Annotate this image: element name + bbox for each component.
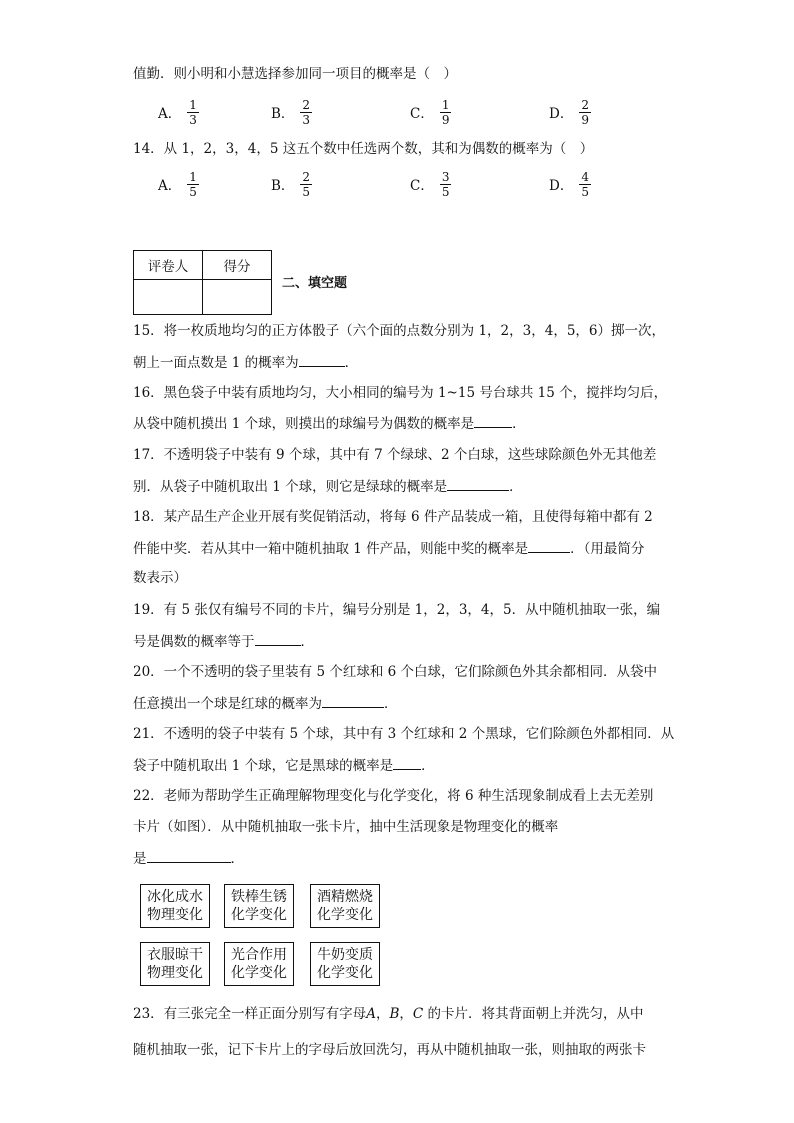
section-title: 二、填空题	[282, 276, 348, 291]
q22-line1: 22．老师为帮助学生正确理解物理变化与化学变化，将 6 种生活现象制成看上去无差别	[133, 788, 654, 804]
card-3: 酒精燃烧 化学变化	[310, 884, 380, 928]
q22-line2: 卡片（如图）．从中随机抽取一张卡片，抽中生活现象是物理变化的概率	[133, 819, 559, 835]
card-6: 牛奶变质 化学变化	[310, 942, 380, 986]
grader-table	[133, 250, 272, 315]
q23-line1: 23．有三张完全一样正面分别写有字母A，B，C 的卡片．将其背面朝上并洗匀，从中	[133, 1006, 644, 1022]
q20-answer-blank[interactable]	[322, 693, 384, 708]
q18-line2: 件能中奖．若从其中一箱中随机抽取 1 件产品，则能中奖的概率是 ．（用最简分	[133, 538, 644, 559]
grader-header-reviewer: 评卷人	[134, 251, 203, 280]
q16-line2: 从袋中随机摸出 1 个球，则摸出的球编号为偶数的概率是 ．	[133, 413, 526, 434]
q14-stem: 14．从 1，2，3，4，5 这五个数中任选两个数，其和为偶数的概率为（ ）	[133, 141, 594, 157]
q13-options	[158, 94, 718, 130]
q13-option-b: B． $\frac{2}{3}$	[271, 97, 311, 127]
grader-reviewer-cell[interactable]	[134, 280, 203, 315]
q13-tail: 值勤．则小明和小慧选择参加同一项目的概率是（ ）	[133, 66, 457, 82]
q15-answer-blank[interactable]	[299, 352, 345, 367]
card-4: 衣服晾干 物理变化	[140, 942, 210, 986]
q17-line1: 17．不透明袋子中装有 9 个球，其中有 7 个绿球、2 个白球，这些球除颜色外无其他差	[133, 447, 657, 463]
q19-answer-blank[interactable]	[255, 631, 301, 646]
q14-option-d: D． $\frac{4}{5}$	[549, 169, 589, 199]
q19-line2: 号是偶数的概率等于 ．	[133, 631, 314, 652]
q22-answer-blank[interactable]	[147, 848, 231, 863]
q18-line3: 数表示）	[133, 570, 187, 586]
q13-option-c: C． $\frac{1}{9}$	[410, 97, 450, 127]
card-1: 冰化成水 物理变化	[140, 884, 210, 928]
q21-line2: 袋子中随机取出 1 个球，它是黑球的概率是 ．	[133, 755, 435, 776]
q16-line1: 16．黑色袋子中装有质地均匀，大小相同的编号为 1~15 号台球共 15 个，搅拌均匀后，	[133, 385, 668, 401]
q19-line1: 19．有 5 张仅有编号不同的卡片，编号分别是 1，2，3，4，5．从中随机抽取一张，编	[133, 602, 661, 618]
q15-line2: 朝上一面点数是 1 的概率为 ．	[133, 352, 358, 373]
q14-option-c: C． $\frac{3}{5}$	[410, 169, 450, 199]
q13-option-d: D． $\frac{2}{9}$	[549, 97, 589, 127]
q21-answer-blank[interactable]	[393, 755, 421, 770]
grader-score-cell[interactable]	[203, 280, 272, 315]
q14-options	[158, 166, 718, 202]
q20-line1: 20．一个不透明的袋子里装有 5 个红球和 6 个白球，它们除颜色外其余都相同．从袋中	[133, 664, 658, 680]
card-2: 铁棒生锈 化学变化	[224, 884, 294, 928]
q13-option-a: A． $\frac{1}{3}$	[158, 97, 197, 127]
q17-answer-blank[interactable]	[447, 476, 509, 491]
q21-line1: 21．不透明的袋子中装有 5 个球，其中有 3 个红球和 2 个黑球，它们除颜色外都相同．从	[133, 726, 675, 742]
card-5: 光合作用 化学变化	[224, 942, 294, 986]
q18-answer-blank[interactable]	[528, 538, 570, 553]
q17-line2: 别．从袋子中随机取出 1 个球，则它是绿球的概率是 ．	[133, 476, 523, 497]
q16-answer-blank[interactable]	[474, 413, 512, 428]
q22-line3: 是 ．	[133, 848, 244, 869]
q18-line1: 18．某产品生产企业开展有奖促销活动，将每 6 件产品装成一箱，且使得每箱中都有 2	[133, 509, 653, 525]
q14-option-a: A． $\frac{1}{5}$	[158, 169, 197, 199]
q23-line2: 随机抽取一张，记下卡片上的字母后放回洗匀，再从中随机抽取一张，则抽取的两张卡	[133, 1042, 646, 1058]
q20-line2: 任意摸出一个球是红球的概率为 ．	[133, 693, 398, 714]
q15-line1: 15．将一枚质地均匀的正方体骰子（六个面的点数分别为 1，2，3，4，5，6）掷一次，	[133, 323, 666, 339]
q14-option-b: B． $\frac{2}{5}$	[271, 169, 311, 199]
grader-header-score: 得分	[203, 251, 272, 280]
